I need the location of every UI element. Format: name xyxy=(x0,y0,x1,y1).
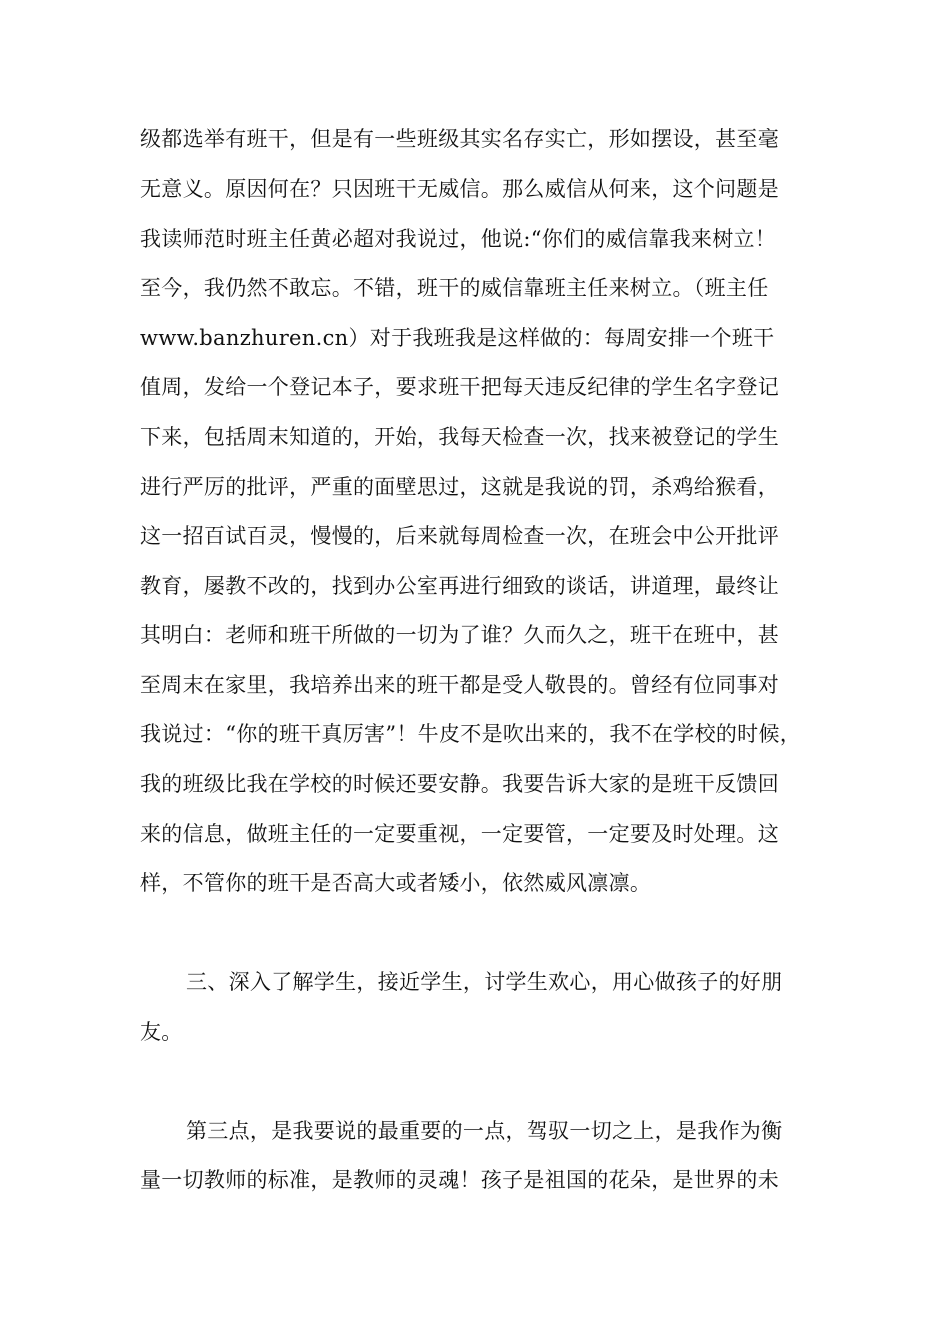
paragraph-line: 至周末在家里，我培养出来的班干都是受人敬畏的。曾经有位同事对 xyxy=(140,673,779,697)
paragraph-line: 样，不管你的班干是否高大或者矮小，依然威风凛凛。 xyxy=(140,871,652,895)
paragraph-line: 量一切教师的标准，是教师的灵魂！孩子是祖国的花朵，是世界的未 xyxy=(140,1168,779,1192)
paragraph-line: 我说过：“你的班干真厉害”！牛皮不是吹出来的，我不在学校的时候， xyxy=(140,722,802,746)
paragraph-line: 其明白：老师和班干所做的一切为了谁？久而久之，班干在班中，甚 xyxy=(140,623,779,647)
paragraph-line: 进行严厉的批评，严重的面壁思过，这就是我说的罚，杀鸡给猴看， xyxy=(140,475,779,499)
paragraph-line: 来的信息，做班主任的一定要重视，一定要管，一定要及时处理。这 xyxy=(140,822,779,846)
paragraph-line: 值周，发给一个登记本子，要求班干把每天违反纪律的学生名字登记 xyxy=(140,375,779,399)
paragraph-line: 第三点，是我要说的最重要的一点，驾驭一切之上，是我作为衡 xyxy=(186,1119,783,1143)
paragraph-line: 下来，包括周末知道的，开始，我每天检查一次，找来被登记的学生 xyxy=(140,425,779,449)
paragraph-line: www.banzhuren.cn）对于我班我是这样做的：每周安排一个班干 xyxy=(140,326,775,350)
paragraph-line: 这一招百试百灵，慢慢的，后来就每周检查一次，在班会中公开批评 xyxy=(140,524,779,548)
paragraph-line: 至今，我仍然不敢忘。不错，班干的威信靠班主任来树立。（班主任 xyxy=(140,276,769,300)
heading-line: 友。 xyxy=(140,1020,183,1044)
heading-line: 三、深入了解学生，接近学生，讨学生欢心，用心做孩子的好朋 xyxy=(186,970,783,994)
paragraph-line: 级都选举有班干，但是有一些班级其实名存实亡，形如摆设，甚至毫 xyxy=(140,127,779,151)
paragraph-line: 教育，屡教不改的，找到办公室再进行细致的谈话，讲道理，最终让 xyxy=(140,574,779,598)
paragraph-line: 我的班级比我在学校的时候还要安静。我要告诉大家的是班干反馈回 xyxy=(140,772,779,796)
paragraph-line: 我读师范时班主任黄必超对我说过，他说:“你们的威信靠我来树立！ xyxy=(140,227,777,251)
paragraph-line: 无意义。原因何在？只因班干无威信。那么威信从何来，这个问题是 xyxy=(140,177,779,201)
